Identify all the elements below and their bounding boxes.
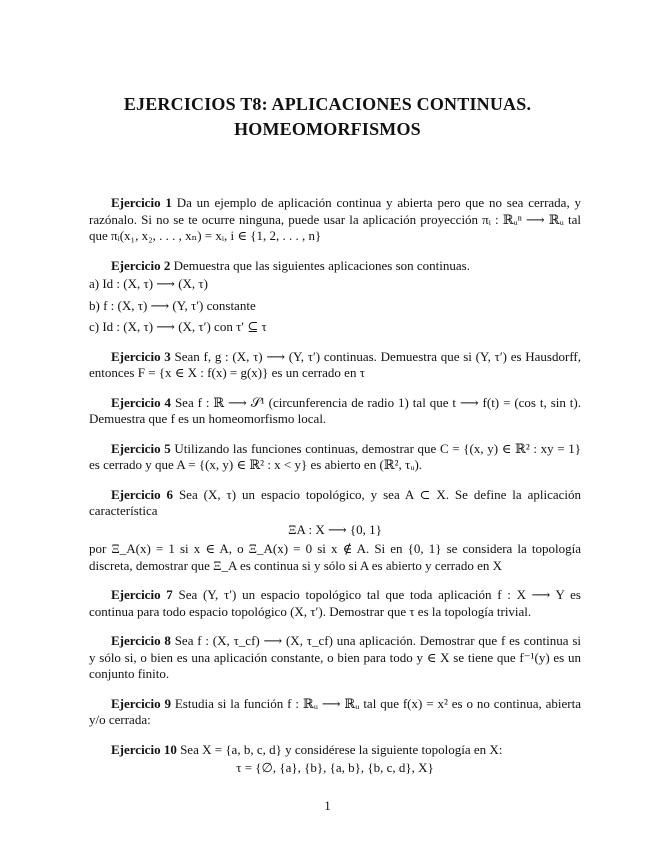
document-title [60,92,595,142]
exercise-label: Ejercicio 1 [111,195,172,210]
exercise-label: Ejercicio 3 [111,348,171,364]
title-line-1: EJERCICIOS T8: APLICACIONES CONTINUAS. [123,94,532,114]
exercise-text: Sea (X, τ) un espacio topológico, y sea A ⊂ X. Se define la aplicación característica [89,486,581,518]
exercise-7 [89,587,581,620]
exercise-text: Sea f : ℝ ⟶ 𝒮¹ (circunferencia de radio 1) tal que t ⟶ f(t) = (cos t, sin t). Demuestra que f es un homeomorfismo local. [89,394,582,426]
exercise-3 [89,349,581,382]
exercise-text: Utilizando las funciones continuas, demostrar que C = {(x, y) ∈ ℝ² : xy = 1} es cerrado y que A = {(x, y) ∈ ℝ² : x < y} es abierto en (ℝ², τᵤ). [89,440,582,472]
exercise-label: Ejercicio 5 [111,440,171,456]
exercise-8 [89,633,581,683]
exercise-4 [89,395,581,428]
exercise-label: Ejercicio 8 [111,633,171,648]
exercise-9 [89,696,581,729]
exercise-text: Demuestra que las siguientes aplicaciones son continuas. [173,257,470,273]
exercise-item-c: c) Id : (X, τ) ⟶ (X, τ′) con τ′ ⊆ τ [89,319,267,334]
exercise-text: Sea X = {a, b, c, d} y considérese la siguiente topología en X: [180,741,503,757]
exercise-text: Sea f : (X, τ_cf) ⟶ (X, τ_cf) una aplicación. Demostrar que f es continua si y sólo si, o bien es una aplicación constante, o bien para todo y ∈ X se tiene que f⁻¹(y) es un conjunto finito. [89,633,581,681]
exercise-label: Ejercicio 10 [111,741,177,757]
exercise-formula: τ = {∅, {a}, {b}, {a, b}, {b, c, d}, X} [236,760,434,775]
exercise-1 [89,195,581,245]
exercise-label: Ejercicio 6 [111,486,174,502]
exercise-items [89,276,581,336]
exercise-10 [89,742,581,777]
exercise-label: Ejercicio 2 [111,257,171,273]
page-number: 1 [324,798,331,813]
exercise-label: Ejercicio 9 [111,695,171,711]
exercise-item-b: b) f : (X, τ) ⟶ (Y, τ′) constante [89,297,256,313]
exercise-list [89,195,581,790]
exercise-text: Sea (Y, τ′) un espacio topológico tal que toda aplicación f : X ⟶ Y es continua para todo espacio topológico (X, τ′). Demostrar que τ es la topología trivial. [89,587,581,619]
exercise-formula: ΞA : X ⟶ {0, 1} [288,521,382,537]
exercise-item-a: a) Id : (X, τ) ⟶ (X, τ) [89,276,208,291]
exercise-6 [89,487,581,575]
exercise-label: Ejercicio 7 [111,587,173,602]
exercise-text: Estudia si la función f : ℝᵤ ⟶ ℝᵤ tal que f(x) = x² es o no continua, abierta y/o cerrada: [89,695,581,727]
title-line-2: HOMEOMORFISMOS [234,119,421,139]
exercise-label: Ejercicio 4 [111,394,171,410]
exercise-text-after: por Ξ_A(x) = 1 si x ∈ A, o Ξ_A(x) = 0 si x ∉ A. Si en {0, 1} se considera la topología discreta, demostrar que Ξ_A es continua si y sólo si A es abierto y cerrado en X [89,541,581,573]
exercise-5 [89,441,581,474]
exercise-text: Da un ejemplo de aplicación continua y abierta pero que no sea cerrada, y razónalo. Si no se te ocurre ninguna, puede usar la aplicación proyección πᵢ : ℝᵤⁿ ⟶ ℝᵤ tal que πᵢ(x₁, x₂, . . . , xₙ) = xᵢ, i ∈ {1, 2, . . . , n} [89,195,582,243]
exercise-2 [89,258,581,336]
exercise-text: Sean f, g : (X, τ) ⟶ (Y, τ′) continuas. Demuestra que si (Y, τ′) es Hausdorff, entonces F = {x ∈ X : f(x) = g(x)} es un cerrado en τ [89,348,581,380]
